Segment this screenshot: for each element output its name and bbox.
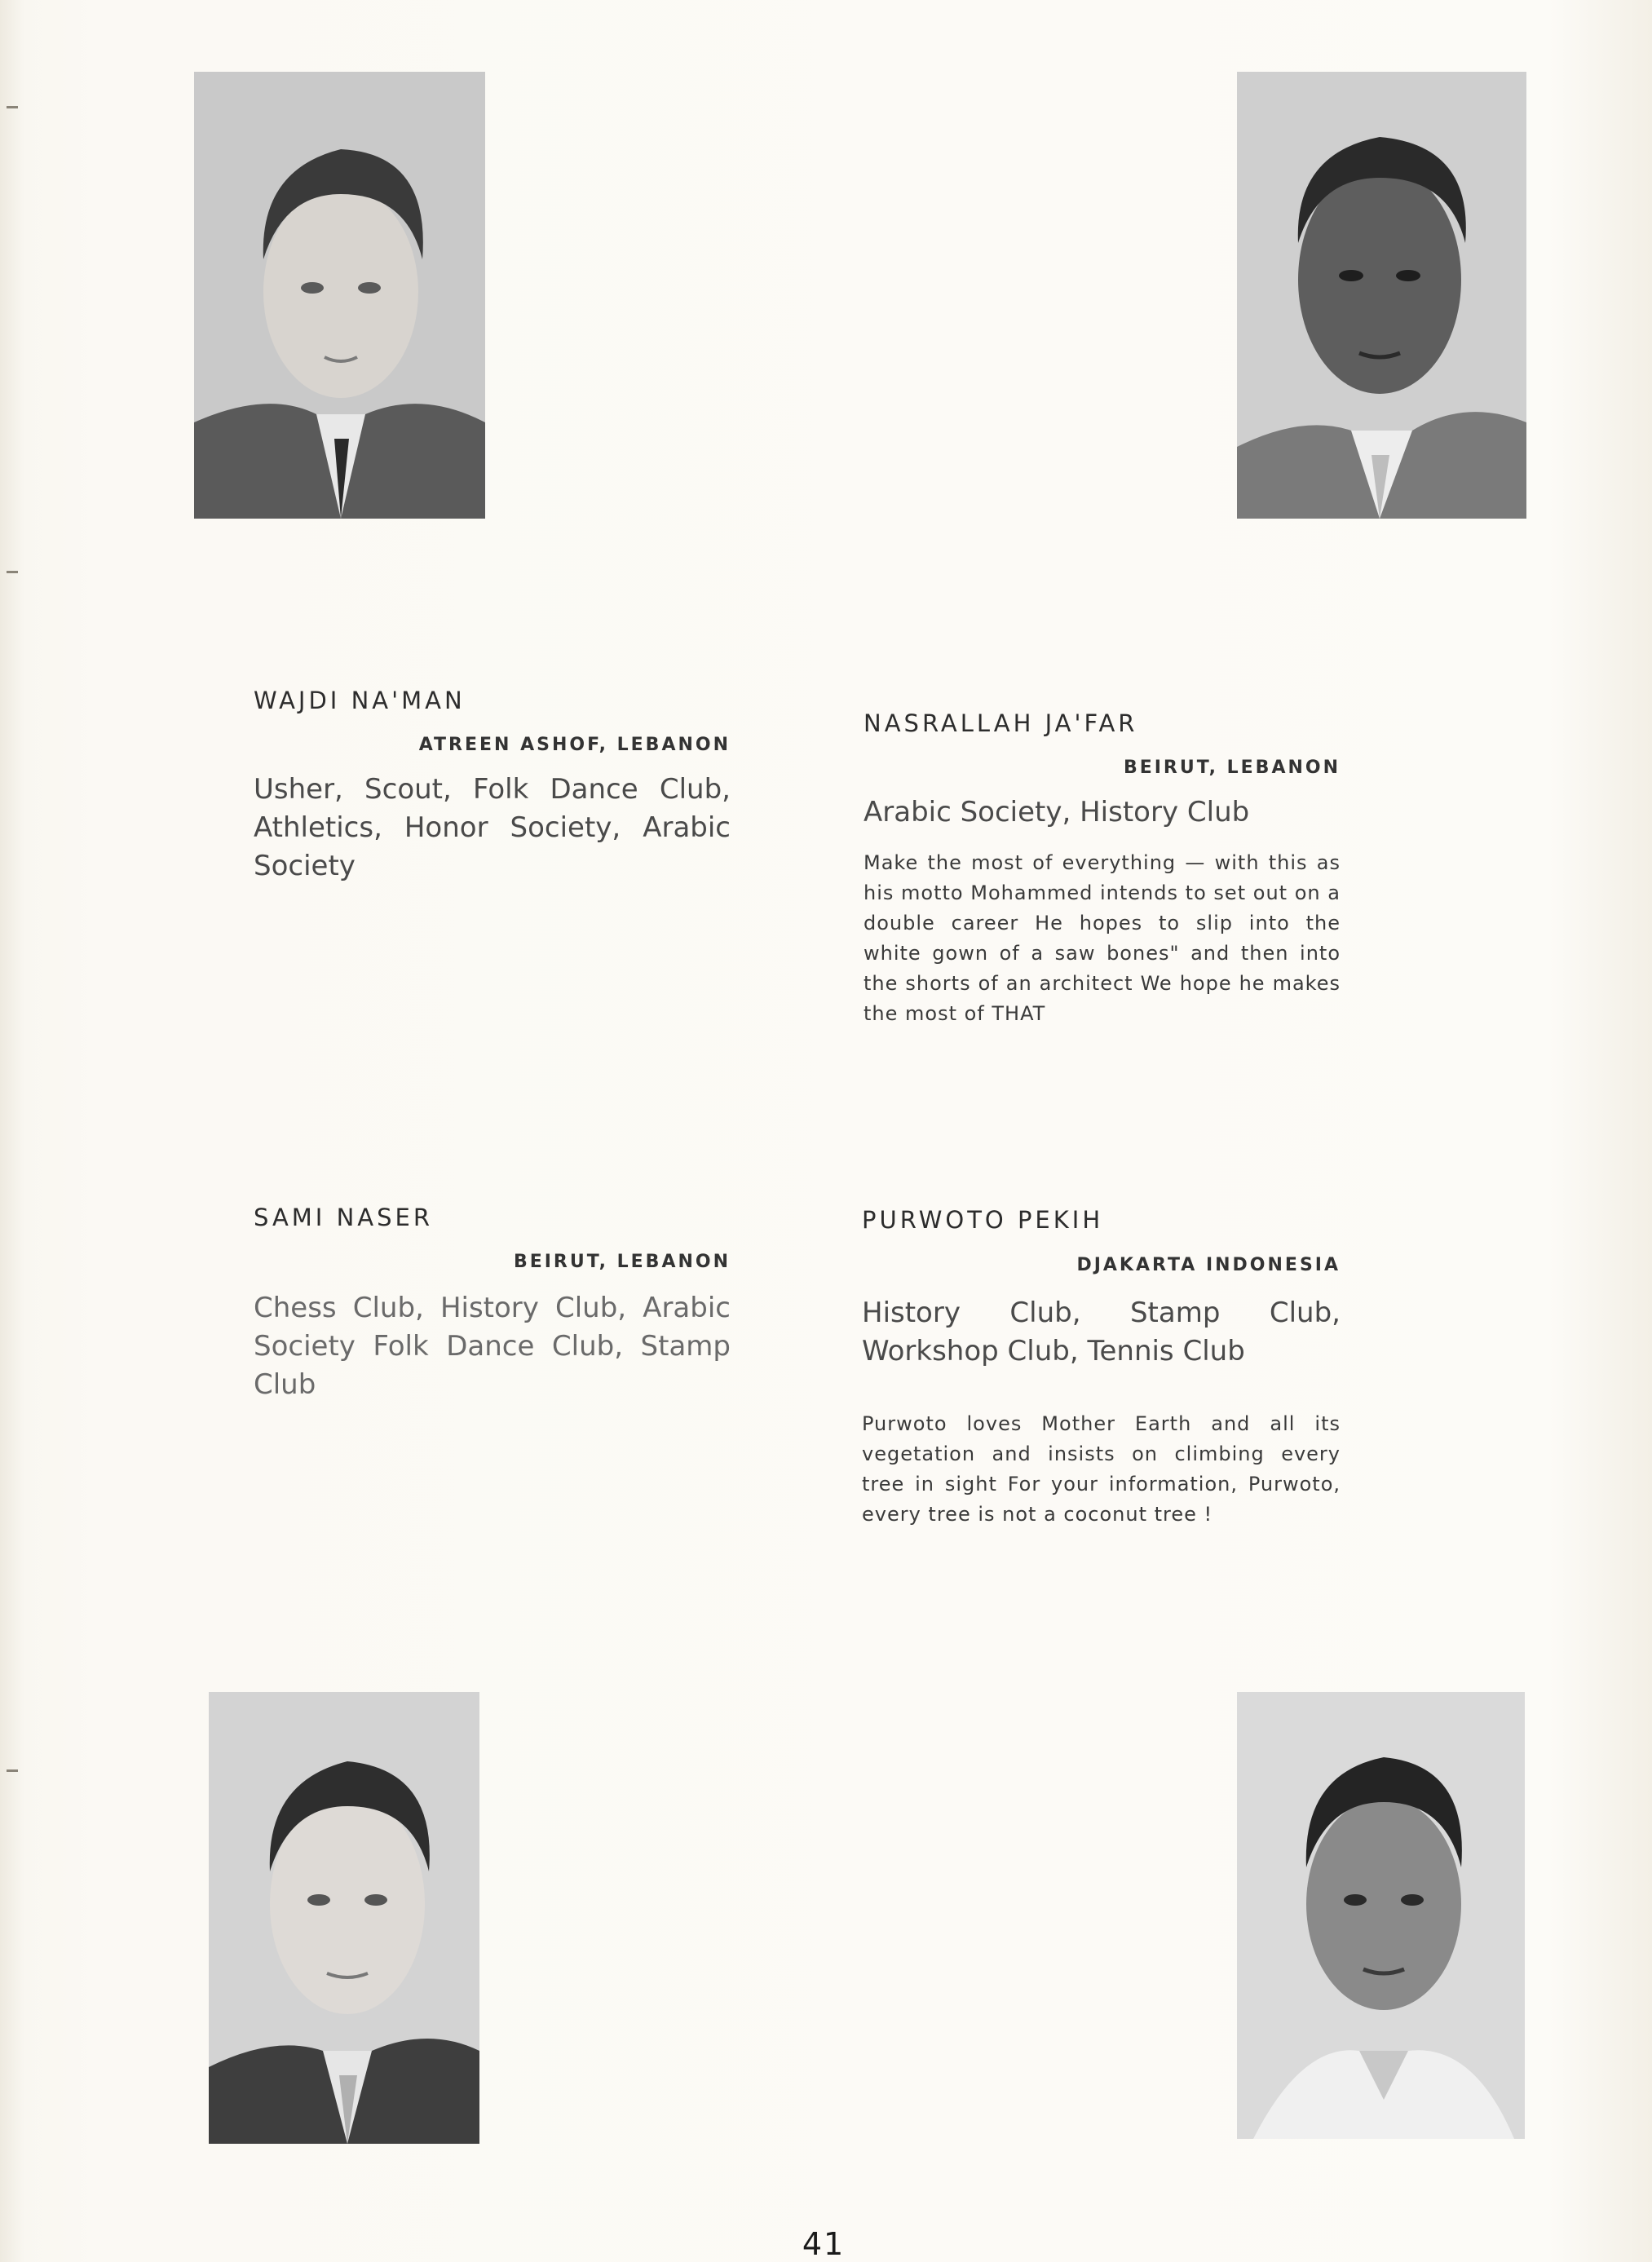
student-activities: History Club, Stamp Club, Workshop Club, Tennis Club xyxy=(862,1297,1341,1367)
student-hometown: BEIRUT, LEBANON xyxy=(513,1252,731,1272)
student-blurb: Make the most of everything — with this as his motto Mohammed intends to set out on a double career He hopes to slip into the white gown of a saw bones" and then into the shorts of an architect We hope he makes the most of THAT xyxy=(864,851,1341,1025)
student-name: NASRALLAH JA'FAR xyxy=(864,709,1138,737)
binding-mark xyxy=(7,106,18,108)
portrait-photo-sami-naser xyxy=(209,1692,479,2144)
portrait-photo-nasrallah-jafar xyxy=(1237,72,1526,519)
portrait-photo-purwoto-pekih xyxy=(1237,1692,1525,2139)
student-hometown: DJAKARTA INDONESIA xyxy=(1076,1255,1341,1275)
portrait-photo-wajdi-naman xyxy=(194,72,485,519)
student-activities: Chess Club, History Club, Arabic Society Folk Dance Club, Stamp Club xyxy=(254,1292,731,1401)
student-blurb: Purwoto loves Mother Earth and all its vegetation and insists on climbing every tree in sight For your information, Purwoto, every tree is not a coconut tree ! xyxy=(862,1412,1341,1526)
student-activities: Arabic Society, History Club xyxy=(864,796,1250,828)
binding-mark xyxy=(7,1769,18,1772)
student-activities: Usher, Scout, Folk Dance Club, Athletics, Honor Society, Arabic Society xyxy=(254,773,731,882)
binding-mark xyxy=(7,571,18,573)
student-hometown: BEIRUT, LEBANON xyxy=(1123,758,1341,778)
student-name: SAMI NASER xyxy=(254,1204,433,1231)
page-number: 41 xyxy=(802,2226,846,2262)
student-name: WAJDI NA'MAN xyxy=(254,687,466,714)
student-name: PURWOTO PEKIH xyxy=(862,1206,1104,1234)
student-hometown: ATREEN ASHOF, LEBANON xyxy=(418,735,731,755)
